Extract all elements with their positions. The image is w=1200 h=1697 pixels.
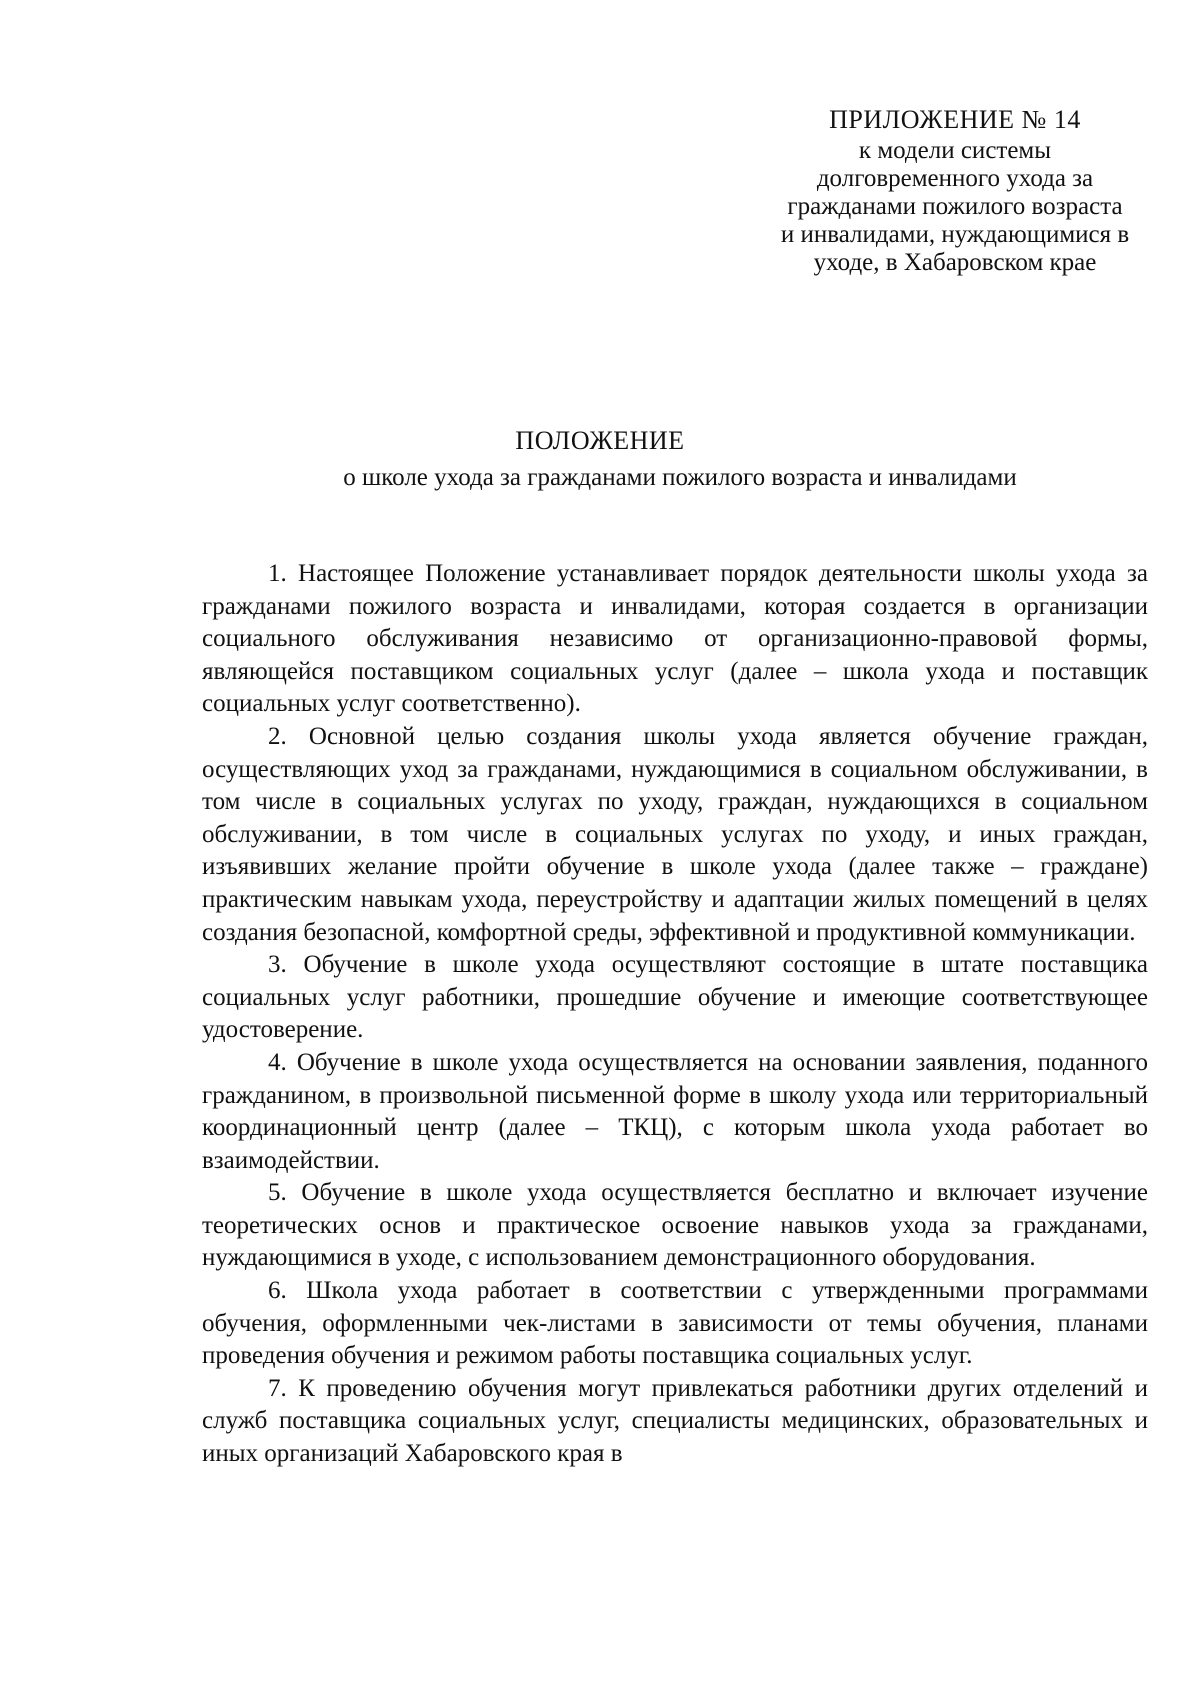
paragraph-6: 6. Школа ухода работает в соответствии с утвержденными программами обучения, оформленными чек-листами в зависимости от темы обучения, планами проведения обучения и режимом работы поставщика социальных услуг. [202,1277,1148,1370]
paragraph-5: 5. Обучение в школе ухода осуществляется бесплатно и включает изучение теоретических основ и практическое освоение навыков ухода за гражданами, нуждающимися в уходе, с использованием демонстрационного оборудования. [202,1179,1148,1272]
paragraph-7: 7. К проведению обучения могут привлекаться работники других отделений и служб поставщика социальных услуг, специалисты медицинских, образовательных и иных организаций Хабаровского края в [202,1374,1148,1468]
paragraph-3: 3. Обучение в школе ухода осуществляют состоящие в штате поставщика социальных услуг работники, прошедшие обучение и имеющие соответствующее удостоверение. [202,951,1148,1044]
appendix-line: уходе, в Хабаровском крае [813,249,1097,276]
document-subtitle: о школе ухода за гражданами пожилого возраста и инвалидами [343,464,1017,491]
document-title: ПОЛОЖЕНИЕ [515,426,685,455]
paragraph-1: 1. Настоящее Положение устанавливает порядок деятельности школы ухода за гражданами пожилого возраста и инвалидами, которая создается в организации социального обслуживания независимо от организационно-правовой формы, являющейся поставщиком социальных услуг (далее – школа ухода и поставщик социальных услуг соответственно). [202,560,1148,718]
appendix-line: и инвалидами, нуждающимися в [780,221,1130,248]
appendix-line: к модели системы [858,137,1052,164]
appendix-title: ПРИЛОЖЕНИЕ № 14 [829,105,1081,134]
appendix-line: долговременного ухода за [816,165,1094,192]
paragraph-4: 4. Обучение в школе ухода осуществляется на основании заявления, поданного гражданином, в произвольной письменной форме в школу ухода или территориальный координационный центр (далее – ТКЦ), с которым школа ухода работает во взаимодействии. [202,1048,1148,1174]
document-body [202,558,1148,1471]
appendix-line: гражданами пожилого возраста [787,193,1123,220]
appendix-header [740,103,1170,277]
paragraph-2: 2. Основной целью создания школы ухода является обучение граждан, осуществляющих уход за гражданами, нуждающимися в социальном обслуживании, в том числе в социальных услугах по уходу, граждан, нуждающихся в социальном обслуживании, в том числе в социальных услугах по уходу, и иных граждан, изъявивших желание пройти обучение в школе ухода (далее также – граждане) практическим навыкам ухода, переустройству и адаптации жилых помещений в целях создания безопасной, комфортной среды, эффективной и продуктивной коммуникации. [202,722,1148,946]
